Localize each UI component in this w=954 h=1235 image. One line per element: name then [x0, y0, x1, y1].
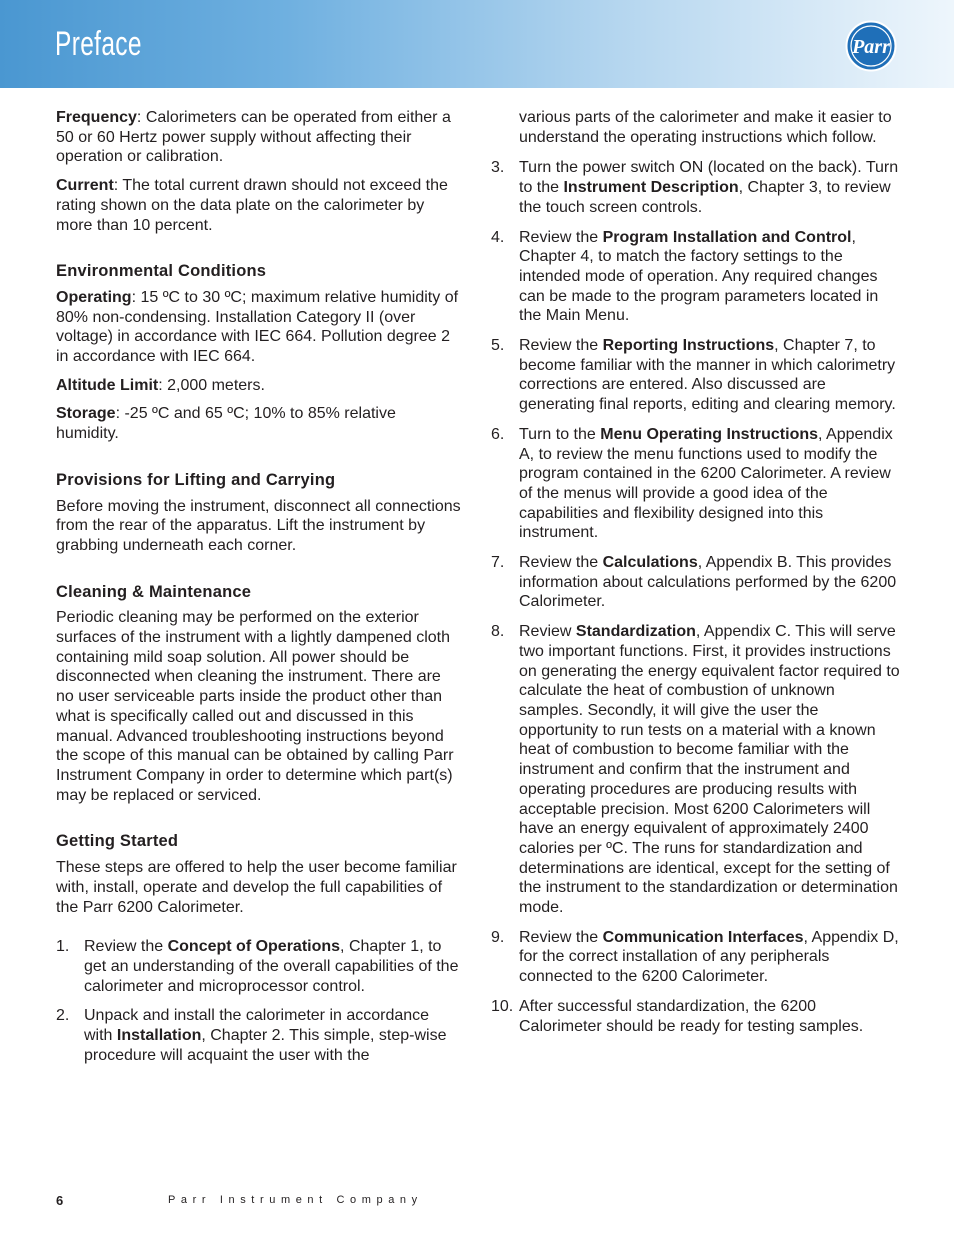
current-paragraph: Current: The total current drawn should not exceed the rating shown on the data plate on the calorimeter by more than 10 percent.: [56, 177, 448, 234]
list-item: 7. Review the Calculations, Appendix B. This provides information about calculations performed by the 6200 Calorimeter.: [491, 554, 897, 611]
page-number: 6: [56, 1193, 64, 1208]
right-column: [491, 108, 901, 1046]
footer-company: Parr Instrument Company: [168, 1194, 423, 1206]
left-column: [56, 108, 461, 1075]
list-item: 10. After successful standardization, the 6200 Calorimeter should be ready for testing samples.: [491, 997, 864, 1035]
logo-text: Parr: [852, 36, 890, 58]
list-item: 2. Unpack and install the calorimeter in accordance with Installation, Chapter 2. This simple, step-wise procedure will acquaint the user with the: [56, 1007, 447, 1064]
list-item: 5. Review the Reporting Instructions, Chapter 7, to become familiar with the manner in which calorimetry corrections are entered. Also discussed are generating final reports, editing and clearing memory.: [491, 337, 896, 414]
altitude-paragraph: Altitude Limit: 2,000 meters.: [56, 376, 265, 394]
list-item: 8. Review Standardization, Appendix C. This will serve two important functions. First, it provides instructions on generating the energy equivalent factor required to calculate the heat of combustion of unknown samples. Secondly, it will give the user the opportunity to run tests on a material with a known heat of combustion to become familiar with the instrument and confirm that the instrument and operating procedures are producing results with acceptable precision. Most 6200 Calorimeters will have an energy equivalent of approximately 2400 calories per ºC. The runs for standardization and determinations are identical, except for the setting of the instrument to the standardization or determination mode.: [491, 623, 900, 917]
operating-paragraph: Operating: 15 ºC to 30 ºC; maximum relative humidity of 80% non-condensing. Installation Category II (over voltage) in accordance with IEC 664. Pollution degree 2 in accordance with IEC 664.: [56, 288, 459, 366]
list-item: 3. Turn the power switch ON (located on the back). Turn to the Instrument Description, Chapter 3, to review the touch screen controls.: [491, 159, 899, 216]
list-item: 9. Review the Communication Interfaces, Appendix D, for the correct installation of any peripherals connected to the 6200 Calorimeter.: [491, 928, 899, 986]
getting-started-heading: Getting Started: [56, 832, 179, 851]
environmental-heading: Environmental Conditions: [56, 262, 267, 281]
cleaning-paragraph: Periodic cleaning may be performed on the exterior surfaces of the instrument with a lightly dampened cloth containing mild soap solution. All power should be disconnected when cleaning the instrument. There are no user serviceable parts inside the product other than what is specifically called out and discussed in this manual. Advanced troubleshooting instructions beyond the scope of this manual can be obtained by calling Parr Instrument Company in order to determine which part(s) may be replaced or serviced.: [56, 609, 454, 804]
lifting-heading: Provisions for Lifting and Carrying: [56, 470, 336, 489]
lifting-paragraph: Before moving the instrument, disconnect all connections from the rear of the apparatus. Lift the instrument by grabbing underneath each corner.: [56, 497, 461, 554]
parr-logo-icon: [843, 20, 899, 72]
steps-list-left: [56, 937, 461, 1065]
page-title: Preface: [55, 25, 142, 63]
continuation-paragraph: various parts of the calorimeter and make it easier to understand the operating instructions which follow.: [519, 109, 892, 146]
cleaning-heading: Cleaning & Maintenance: [56, 582, 252, 601]
frequency-paragraph: Frequency: Calorimeters can be operated from either a 50 or 60 Hertz power supply without affecting their operation or calibration.: [56, 109, 451, 166]
list-item: 1. Review the Concept of Operations, Chapter 1, to get an understanding of the overall capabilities of the calorimeter and microprocessor control.: [56, 938, 459, 995]
getting-started-paragraph: These steps are offered to help the user become familiar with, install, operate and develop the full capabilities of the Parr 6200 Calorimeter.: [56, 859, 457, 916]
page-header: [0, 0, 954, 88]
list-item: 6. Turn to the Menu Operating Instructions, Appendix A, to review the menu functions used to modify the program contained in the 6200 Calorimeter. A review of the menus will provide a good idea of the capabilities and flexibility designed into this instrument.: [491, 425, 893, 542]
storage-paragraph: Storage: -25 ºC and 65 ºC; 10% to 85% relative humidity.: [56, 405, 396, 443]
steps-list-right: [491, 158, 901, 1036]
list-item: 4. Review the Program Installation and Control, Chapter 4, to match the factory settings to the intended mode of operation. Any required changes can be made to the program parameters located in the Main Menu.: [491, 228, 879, 325]
